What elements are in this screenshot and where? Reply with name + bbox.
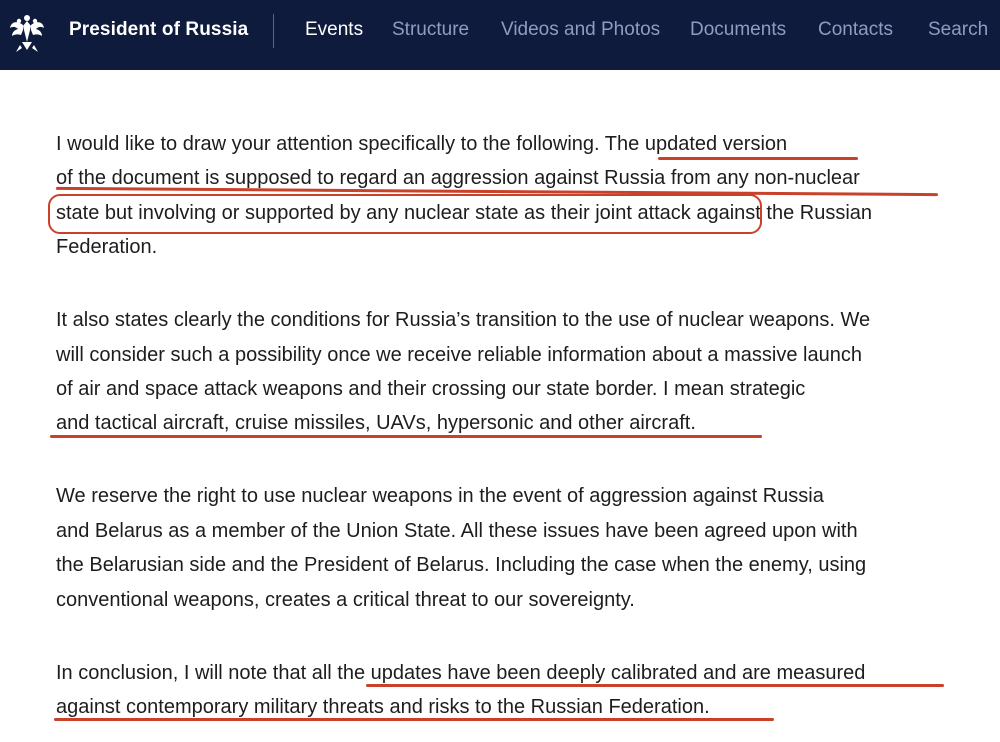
paragraph-line: We reserve the right to use nuclear weapons in the event of aggression against Russia — [56, 485, 824, 507]
nav-videos-and-photos[interactable]: Videos and Photos — [501, 19, 661, 40]
annotation-underline — [50, 435, 762, 438]
header-divider — [273, 14, 274, 48]
paragraph-line: conventional weapons, creates a critical threat to our sovereignty. — [56, 589, 635, 611]
annotation-underline — [366, 684, 944, 687]
paragraph-line: I would like to draw your attention specifically to the following. The updated version — [56, 133, 788, 155]
nav-documents[interactable]: Documents — [690, 19, 787, 40]
paragraph-line: Federation. — [56, 236, 158, 258]
paragraph-line: will consider such a possibility once we receive reliable information about a massive launch — [56, 344, 862, 366]
article-body — [0, 70, 1000, 742]
paragraph-line: In conclusion, I will note that all the updates have been deeply calibrated and are measured — [56, 662, 866, 684]
nav-structure[interactable]: Structure — [392, 19, 470, 40]
paragraph-line: against contemporary military threats and risks to the Russian Federation. — [56, 696, 710, 718]
paragraph-line: of air and space attack weapons and their crossing our state border. I mean strategic — [56, 378, 806, 400]
site-title-link[interactable]: President of Russia — [69, 19, 249, 40]
double-headed-eagle-icon[interactable] — [8, 12, 46, 54]
annotation-circle — [48, 194, 762, 234]
paragraph-line: It also states clearly the conditions for Russia’s transition to the use of nuclear weapons. We — [56, 309, 871, 331]
annotation-underline — [54, 718, 774, 721]
annotation-underline — [658, 157, 858, 160]
nav-search[interactable]: Search — [928, 19, 989, 40]
top-navigation-bar — [0, 0, 1000, 70]
paragraph-line: state but involving or supported by any nuclear state as their joint attack against the Russian — [56, 202, 873, 224]
paragraph-line: and tactical aircraft, cruise missiles, UAVs, hypersonic and other aircraft. — [56, 412, 696, 434]
nav-events[interactable]: Events — [305, 19, 364, 40]
paragraph-line: and Belarus as a member of the Union State. All these issues have been agreed upon with — [56, 520, 858, 542]
paragraph-line: of the document is supposed to regard an aggression against Russia from any non-nuclear — [56, 167, 860, 189]
nav-contacts[interactable]: Contacts — [818, 19, 893, 40]
paragraph-line: the Belarusian side and the President of Belarus. Including the case when the enemy, using — [56, 554, 867, 576]
